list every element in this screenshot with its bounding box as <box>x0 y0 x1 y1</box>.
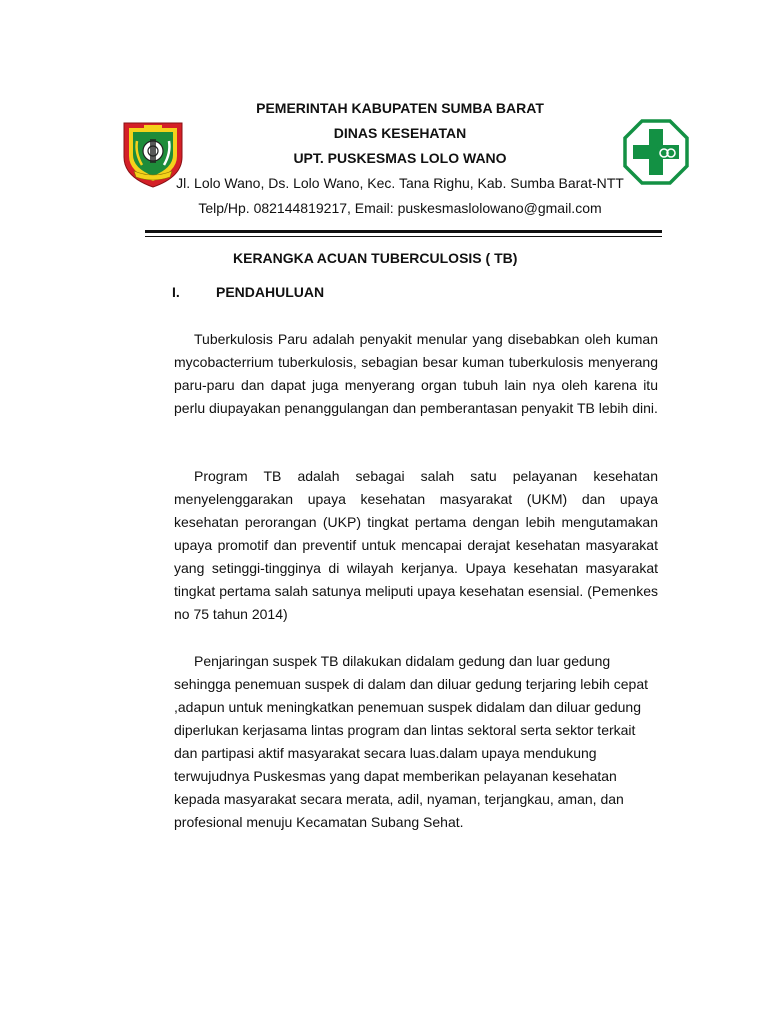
section-title: PENDAHULUAN <box>216 284 325 300</box>
address-line: Jl. Lolo Wano, Ds. Lolo Wano, Kec. Tana Righu, Kab. Sumba Barat-NTT <box>176 175 624 191</box>
paragraph-3: Penjaringan suspek TB dilakukan didalam gedung dan luar gedung sehingga penemuan suspek di dalam dan diluar gedung terjaring lebih cepat ,adapun untuk meningkatkan penemuan suspek didalam dan diluar gedung diperlukan kerjasama lintas program dan lintas sektoral serta sektor terkait dan partipasi aktif masyarakat secara luas.dalam upaya mendukung terwujudnya Puskesmas yang dapat memberikan pelayanan kesehatan kepada masyarakat secara merata, adil, nyaman, terjangkau, aman, dan profesional menuju Kecamatan Subang Sehat. <box>174 653 648 830</box>
letterhead <box>150 96 650 221</box>
document-title: KERANGKA ACUAN TUBERCULOSIS ( TB) <box>233 250 518 266</box>
contact-line: Telp/Hp. 082144819217, Email: puskesmaslolowano@gmail.com <box>198 200 602 216</box>
section-number: I. <box>172 284 180 300</box>
paragraph-2: Program TB adalah sebagai salah satu pelayanan kesehatan menyelenggarakan upaya kesehatan masyarakat (UKM) dan upaya kesehatan perorangan (UKP) tingkat pertama dengan lebih mengutamakan upaya promotif dan preventif untuk mencapai derajat kesehatan masyarakat yang setinggi-tingginya di wilayah kerjanya. Upaya kesehatan masyarakat tingkat pertama salah satunya meliputi upaya kesehatan esensial. (Pemenkes no 75 tahun 2014) <box>174 468 658 622</box>
section-heading <box>172 284 324 300</box>
government-name: PEMERINTAH KABUPATEN SUMBA BARAT <box>256 100 544 116</box>
letterhead-divider-thin <box>145 236 662 237</box>
unit-name: UPT. PUSKESMAS LOLO WANO <box>293 150 507 166</box>
agency-name: DINAS KESEHATAN <box>333 125 467 141</box>
paragraph-1: Tuberkulosis Paru adalah penyakit menular yang disebabkan oleh kuman mycobacterrium tuberkulosis, sebagian besar kuman tuberkulosis menyerang paru-paru dan dapat juga menyerang organ tubuh lain nya oleh karena itu perlu diupayakan penanggulangan dan pemberantasan penyakit TB lebih dini. <box>174 331 658 416</box>
letterhead-divider-thick <box>145 230 662 233</box>
